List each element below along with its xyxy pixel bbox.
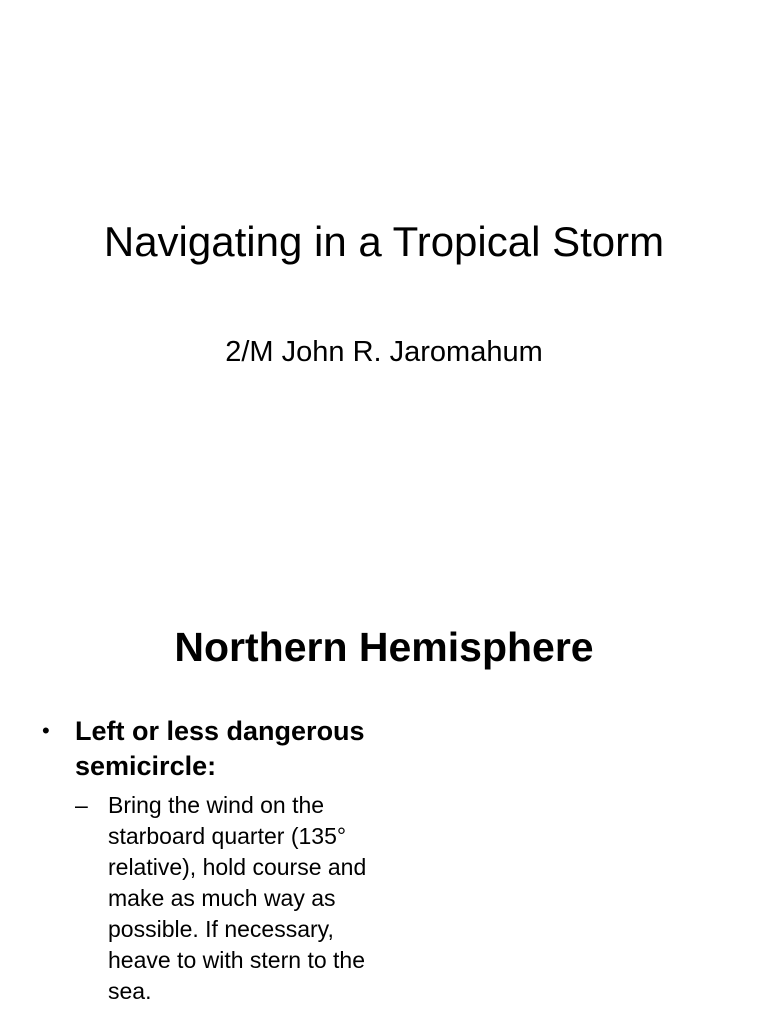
sub-bullet-item — [75, 790, 422, 1007]
slide-northern-hemisphere — [0, 576, 768, 1024]
sub-bullet-list — [75, 790, 422, 1007]
bullet-text: Left or less dangerous semicircle: — [75, 716, 365, 781]
bullet-list — [42, 714, 422, 1007]
dash-icon: – — [75, 792, 88, 818]
presentation-author: 2/M John R. Jaromahum — [225, 336, 543, 368]
slide-heading: Northern Hemisphere — [174, 624, 594, 670]
presentation-title: Navigating in a Tropical Storm — [103, 218, 665, 265]
sub-bullet-text: Bring the wind on the starboard quarter (135° relative), hold course and make as much way as possible. If necessary, heave to with stern to the sea. — [108, 792, 367, 1004]
bullet-item — [42, 714, 422, 1007]
bullet-icon: • — [42, 718, 50, 743]
